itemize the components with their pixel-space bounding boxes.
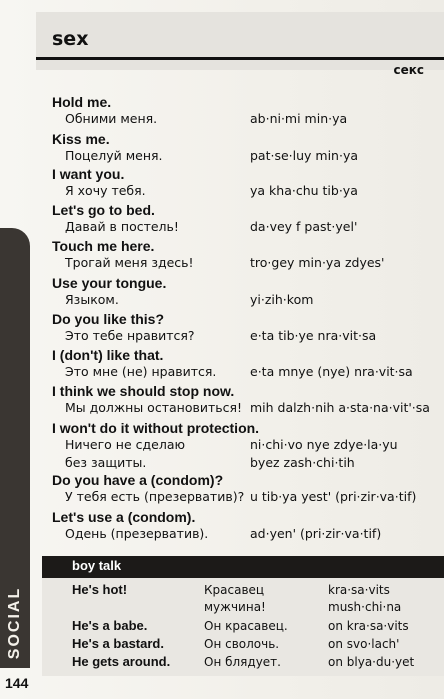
- phrase-english: I think we should stop now.: [52, 383, 235, 399]
- phrase-line: [52, 454, 442, 472]
- phrase-english: Kiss me.: [52, 131, 110, 147]
- phrase-russian: Это тебе нравится?: [65, 328, 195, 343]
- phrase-english: Use your tongue.: [52, 275, 167, 291]
- phrase-line: [52, 182, 442, 200]
- phrase-transliteration: mih dalzh·nih a·sta·na·vit'·sa: [250, 400, 430, 415]
- phrase-transliteration: e·ta tib·ye nra·vit·sa: [250, 328, 377, 343]
- boy-talk-english: He's hot!: [72, 582, 128, 597]
- phrase-transliteration: tro·gey min·ya zdyes': [250, 255, 385, 270]
- phrase-transliteration: e·ta mnye (nye) nra·vit·sa: [250, 364, 413, 379]
- boy-talk-transliteration: on blya·du·yet: [328, 655, 415, 669]
- boy-talk-russian: Он блядует.: [204, 655, 281, 669]
- phrase-transliteration: ab·ni·mi min·ya: [250, 111, 348, 126]
- phrase-line: [52, 147, 442, 165]
- boy-talk-transliteration: on kra·sa·vits: [328, 619, 409, 633]
- phrase-line: [52, 218, 442, 236]
- phrase-line: [52, 488, 442, 506]
- phrase-english: Touch me here.: [52, 238, 155, 254]
- phrase-russian: Ничего не сделаю: [65, 437, 186, 452]
- phrase-english: I (don't) like that.: [52, 347, 164, 363]
- phrase-entry: [52, 509, 442, 543]
- boy-talk-row: [0, 581, 444, 599]
- boy-talk-row: [0, 598, 444, 616]
- boy-talk-row: [0, 635, 444, 653]
- boy-talk-russian: Красавец: [204, 583, 265, 597]
- phrase-english: Do you like this?: [52, 311, 165, 327]
- phrase-transliteration: ni·chi·vo nye zdye·la·yu: [250, 437, 398, 452]
- phrase-entry: [52, 472, 442, 506]
- phrase-russian: Трогай меня здесь!: [65, 255, 194, 270]
- boy-talk-english: He gets around.: [72, 654, 171, 669]
- boy-talk-transliteration: kra·sa·vits: [328, 583, 390, 597]
- phrase-transliteration: ad·yen' (pri·zir·va·tif): [250, 526, 382, 541]
- phrase-russian: Поцелуй меня.: [65, 148, 163, 163]
- phrase-line: [52, 291, 442, 309]
- phrase-russian: Мы должны остановиться!: [65, 400, 243, 415]
- phrase-line: [52, 525, 442, 543]
- phrase-english: I won't do it without protection.: [52, 420, 260, 436]
- phrase-russian: Языком.: [65, 292, 119, 307]
- phrase-entry: [52, 238, 442, 272]
- phrase-russian: Обними меня.: [65, 111, 158, 126]
- section-tab-text: SOCIAL: [6, 586, 23, 660]
- phrase-entry: [52, 202, 442, 236]
- page-title: sex: [52, 28, 89, 50]
- page-subtitle: секс: [393, 63, 424, 77]
- phrase-russian: Это мне (не) нравится.: [65, 364, 217, 379]
- boy-talk-russian: мужчина!: [204, 600, 266, 614]
- phrase-english: Do you have a (condom)?: [52, 472, 224, 488]
- phrase-transliteration: pat·se·luy min·ya: [250, 148, 359, 163]
- phrase-line: [52, 399, 442, 417]
- boy-talk-row: [0, 617, 444, 635]
- phrase-line: [52, 327, 442, 345]
- phrase-entry: [52, 166, 442, 200]
- phrase-line: [52, 363, 442, 381]
- phrase-russian: У тебя есть (презерватив)?: [65, 489, 245, 504]
- phrase-transliteration: byez zash·chi·tih: [250, 455, 355, 470]
- phrase-line: [52, 254, 442, 272]
- phrase-english: Let's go to bed.: [52, 202, 155, 218]
- phrase-entry: [52, 311, 442, 345]
- phrase-transliteration: yi·zih·kom: [250, 292, 314, 307]
- phrase-entry: [52, 94, 442, 128]
- boy-talk-russian: Он красавец.: [204, 619, 288, 633]
- header-shade: [36, 60, 444, 70]
- phrase-transliteration: da·vey f past·yel': [250, 219, 358, 234]
- phrase-english: Let's use a (condom).: [52, 509, 196, 525]
- boy-talk-russian: Он сволочь.: [204, 637, 280, 651]
- boy-talk-transliteration: on svo·lach': [328, 637, 400, 651]
- phrase-russian: Одень (презерватив).: [65, 526, 209, 541]
- phrase-transliteration: ya kha·chu tib·ya: [250, 183, 358, 198]
- phrase-entry: [52, 131, 442, 165]
- boy-talk-row: [0, 653, 444, 671]
- phrase-line: [52, 110, 442, 128]
- phrase-russian: без защиты.: [65, 455, 147, 470]
- phrase-entry: [52, 347, 442, 381]
- phrase-entry: [52, 420, 442, 472]
- phrase-entry: [52, 383, 442, 417]
- phrase-english: I want you.: [52, 166, 125, 182]
- phrase-russian: Я хочу тебя.: [65, 183, 146, 198]
- boy-talk-title: boy talk: [72, 558, 122, 573]
- boy-talk-english: He's a bastard.: [72, 636, 164, 651]
- phrase-entry: [52, 275, 442, 309]
- boy-talk-transliteration: mush·chi·na: [328, 600, 402, 614]
- phrase-line: [52, 436, 442, 454]
- phrase-russian: Давай в постель!: [65, 219, 179, 234]
- boy-talk-english: He's a babe.: [72, 618, 148, 633]
- page-number: 144: [5, 675, 29, 691]
- phrase-english: Hold me.: [52, 94, 112, 110]
- phrase-transliteration: u tib·ya yest' (pri·zir·va·tif): [250, 489, 417, 504]
